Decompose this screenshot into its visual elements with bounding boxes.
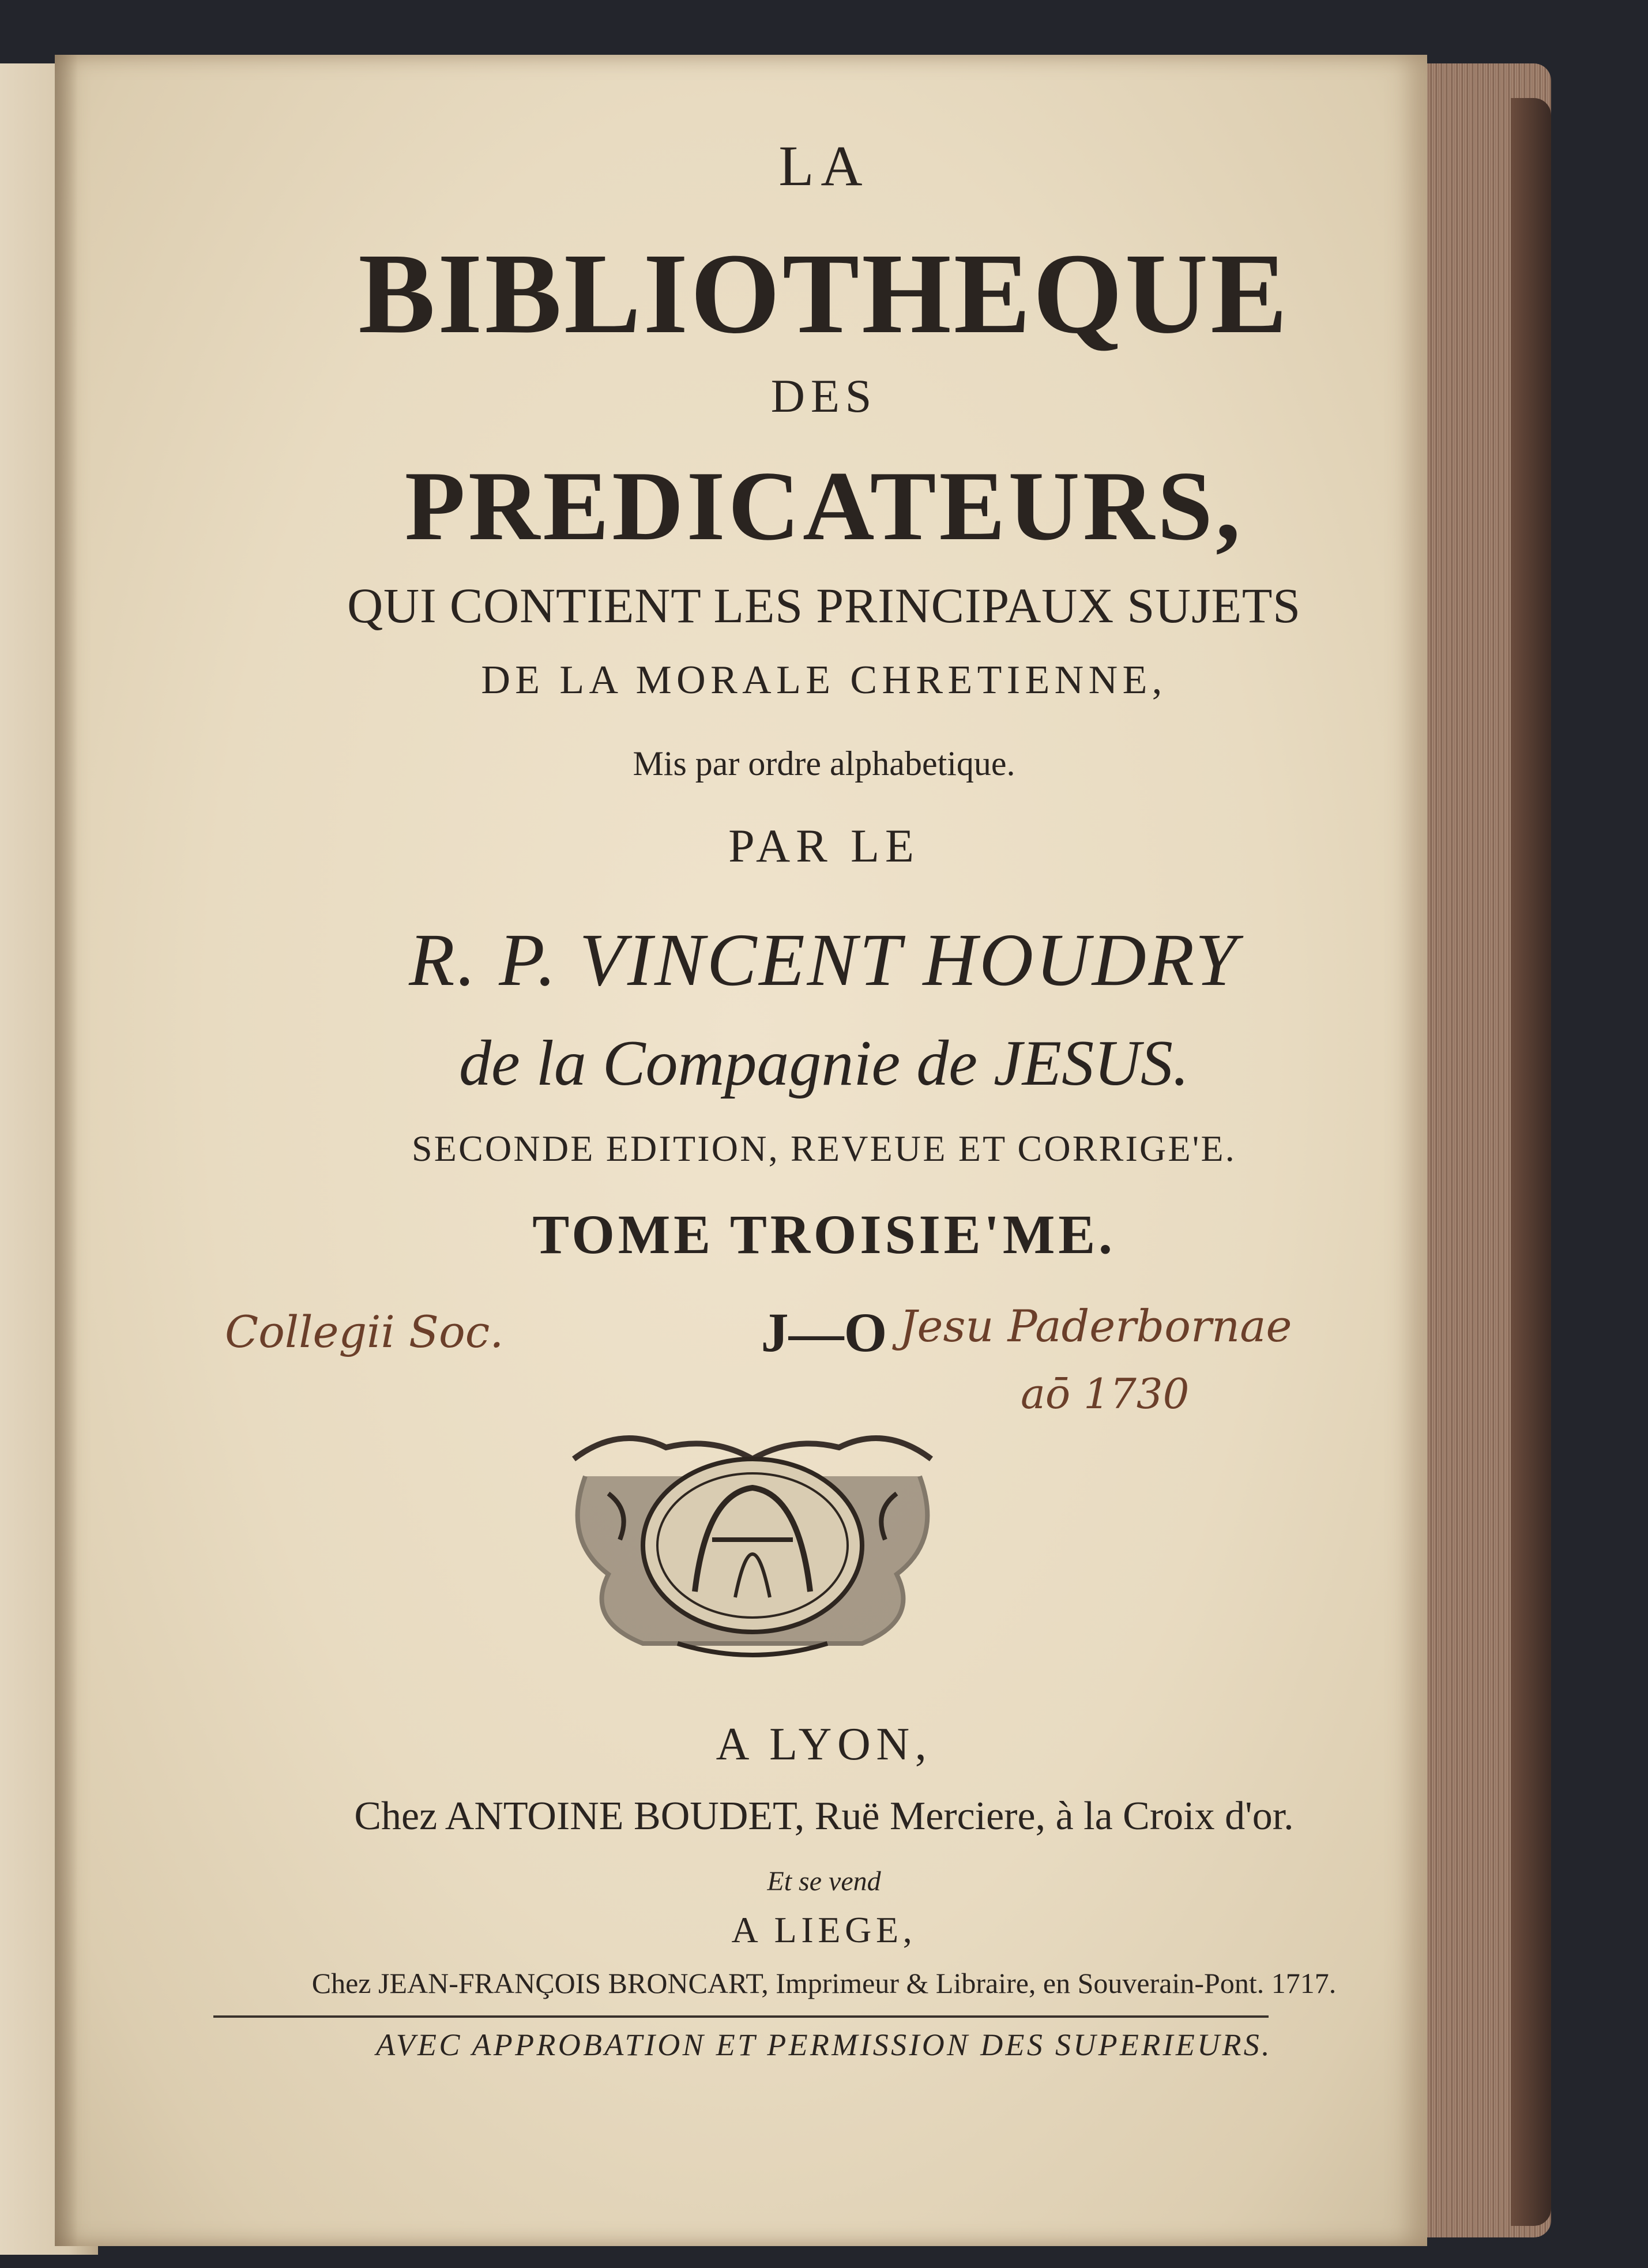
title-line-par-le: PAR LE bbox=[728, 819, 920, 872]
title-line-subtitle: QUI CONTIENT LES PRINCIPAUX SUJETS bbox=[347, 578, 1301, 633]
handwritten-ownership-left: Collegii Soc. bbox=[225, 1306, 504, 1357]
imprint-rule bbox=[213, 2015, 1269, 2018]
title-line-ordre: Mis par ordre alphabetique. bbox=[633, 744, 1015, 783]
imprint-place-liege: A LIEGE, bbox=[731, 1909, 917, 1950]
author-name: R. P. VINCENT HOUDRY bbox=[409, 919, 1239, 1002]
title-line-des: DES bbox=[770, 370, 878, 422]
author-affiliation: de la Compagnie de JESUS. bbox=[459, 1028, 1189, 1099]
handwritten-year: aō 1730 bbox=[1021, 1370, 1190, 1418]
imprint-sold-at: Et se vend bbox=[767, 1866, 881, 1897]
printers-device-ornament bbox=[562, 1424, 943, 1667]
imprint-printer-lyon: Chez ANTOINE BOUDET, Ruë Merciere, à la Croix d'or. bbox=[354, 1794, 1294, 1838]
volume-range: J—O bbox=[761, 1302, 887, 1363]
edition-statement: SECONDE EDITION, REVEUE ET CORRIGE'E. bbox=[412, 1128, 1236, 1169]
title-line-bibliotheque: BIBLIOTHEQUE bbox=[358, 230, 1290, 358]
approbation-line: AVEC APPROBATION ET PERMISSION DES SUPERIEURS. bbox=[376, 2028, 1272, 2062]
imprint-printer-liege: Chez JEAN-FRANÇOIS BRONCART, Imprimeur & Libraire, en Souverain-Pont. 1717. bbox=[311, 1967, 1337, 1999]
title-line-predicateurs: PREDICATEURS, bbox=[404, 452, 1244, 561]
title-line-morale: DE LA MORALE CHRETIENNE, bbox=[481, 658, 1167, 702]
volume-statement: TOME TROISIE'ME. bbox=[532, 1203, 1116, 1265]
title-line-la: LA bbox=[778, 134, 870, 198]
imprint-place-lyon: A LYON, bbox=[716, 1719, 932, 1770]
handwritten-ownership-right: Jesu Paderbornae bbox=[900, 1300, 1292, 1352]
